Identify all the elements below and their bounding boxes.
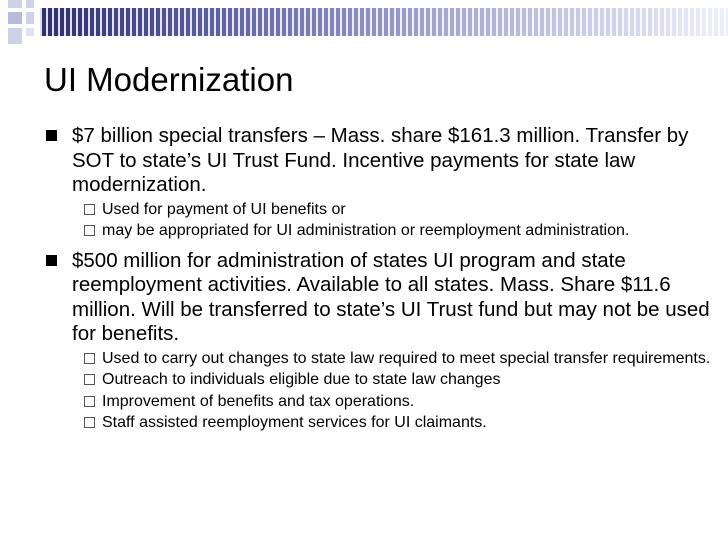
hollow-square-bullet-icon [84, 396, 95, 407]
sub-bullet-list [44, 349, 716, 433]
hollow-square-bullet-icon [84, 417, 95, 428]
hollow-square-bullet-icon [84, 204, 95, 215]
bullet-item [44, 124, 716, 198]
sub-bullet-item [44, 413, 716, 433]
sub-bullet-list [44, 200, 716, 241]
sub-bullet-text: Outreach to individuals eligible due to state law changes [102, 371, 501, 388]
decorative-square [8, 28, 22, 44]
header-decoration [0, 0, 728, 50]
square-bullet-icon [46, 130, 57, 141]
hollow-square-bullet-icon [84, 374, 95, 385]
square-bullet-icon [46, 255, 57, 266]
bullet-list [44, 124, 716, 435]
sub-bullet-text: Staff assisted reemployment services for UI claimants. [102, 414, 487, 431]
sub-bullet-text: Used for payment of UI benefits or [102, 200, 346, 218]
sub-bullet-item [44, 221, 716, 241]
decorative-square [26, 0, 34, 8]
hollow-square-bullet-icon [84, 353, 95, 364]
hollow-square-bullet-icon [84, 225, 95, 236]
decorative-square [8, 0, 22, 8]
sub-bullet-item [44, 370, 716, 390]
sub-bullet-item [44, 392, 716, 412]
sub-bullet-text: Improvement of benefits and tax operations. [102, 392, 415, 410]
decorative-square [26, 12, 34, 24]
slide-title: UI Modernization [44, 61, 294, 98]
decorative-square [26, 28, 34, 36]
sub-bullet-text: Used to carry out changes to state law required to meet special transfer requirements. [102, 349, 711, 367]
bullet-item [44, 249, 716, 347]
decorative-square [8, 12, 22, 24]
sub-bullet-item [44, 349, 716, 369]
bullet-text: $500 million for administration of states UI program and state reemployment activities. Available to all states. Mass. Share $11.6 million. Will be transferred to state’s UI Trust fund but may not be used for benefits. [72, 248, 710, 345]
gradient-stripe-bar [40, 8, 728, 36]
bullet-text: $7 billion special transfers – Mass. share $161.3 million. Transfer by SOT to state’s UI Trust Fund. Incentive payments for state law modernization. [72, 124, 689, 196]
sub-bullet-item [44, 200, 716, 220]
sub-bullet-text: may be appropriated for UI administration or reemployment administration. [102, 222, 630, 239]
